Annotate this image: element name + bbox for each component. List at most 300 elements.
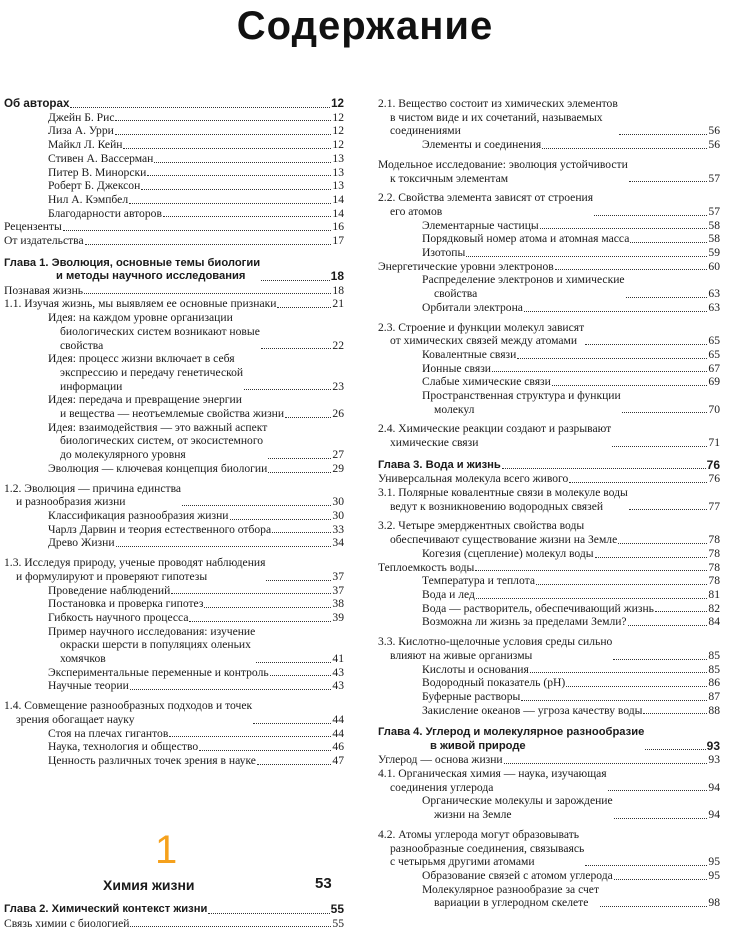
toc-entry[interactable]	[4, 124, 344, 138]
leader-dots	[630, 241, 707, 243]
toc-entry[interactable]	[378, 422, 720, 449]
leader-dots	[270, 674, 332, 676]
toc-entry-line: Эволюция — ключевая концепция биологии	[48, 461, 268, 475]
toc-page-number: 55	[332, 916, 344, 930]
toc-entry[interactable]	[378, 138, 720, 152]
toc-entry[interactable]	[378, 389, 720, 416]
toc-entry[interactable]	[4, 679, 344, 693]
toc-entry-line: Универсальная молекула всего живого	[378, 472, 569, 486]
toc-entry-line: биологических систем, от экосистемного	[60, 434, 264, 448]
toc-chapter-entry[interactable]	[378, 726, 720, 753]
toc-entry-title	[48, 193, 128, 207]
toc-entry-title	[378, 472, 568, 486]
toc-page-number: 65	[708, 347, 720, 361]
toc-entry-title	[48, 111, 114, 125]
toc-entry-line: Об авторах	[4, 97, 70, 110]
toc-entry-line: Пример научного исследования: изучение	[48, 624, 256, 638]
toc-entry-title	[4, 97, 69, 111]
toc-entry-line: Идея: передача и превращение энергии	[48, 393, 242, 407]
toc-entry[interactable]	[4, 584, 344, 598]
toc-page-number: 37	[332, 569, 344, 583]
toc-entry-title	[422, 676, 565, 690]
toc-entry[interactable]	[378, 486, 720, 513]
toc-entry-title	[422, 574, 535, 588]
toc-entry[interactable]	[4, 111, 344, 125]
toc-page-number: 13	[332, 151, 344, 165]
toc-page-number: 94	[708, 780, 720, 794]
toc-entry-line: Роберт Б. Джексон	[48, 179, 141, 193]
leader-dots	[629, 508, 708, 510]
toc-entry-title	[48, 597, 203, 611]
toc-entry[interactable]	[4, 699, 344, 726]
toc-entry-title	[422, 301, 523, 315]
toc-page-number: 57	[708, 171, 720, 185]
toc-entry[interactable]	[378, 869, 720, 883]
toc-page-number: 63	[708, 300, 720, 314]
toc-entry[interactable]	[378, 574, 720, 588]
toc-page-number: 56	[708, 124, 720, 138]
toc-chapter-entry[interactable]	[378, 459, 720, 473]
toc-entry-title	[422, 219, 539, 233]
toc-entry[interactable]	[4, 625, 344, 666]
leader-dots	[614, 878, 708, 880]
toc-entry-line: Элементы и соединения	[422, 138, 542, 152]
toc-entry[interactable]	[4, 421, 344, 462]
toc-entry-line: информации	[60, 379, 123, 393]
toc-entry-line: Наука, технология и общество	[48, 740, 199, 754]
toc-page-number: 58	[708, 218, 720, 232]
toc-page-number: 57	[708, 204, 720, 218]
toc-page-number: 95	[708, 868, 720, 882]
toc-entry[interactable]	[378, 301, 720, 315]
toc-entry-title	[378, 519, 617, 546]
toc-entry[interactable]	[4, 352, 344, 393]
toc-entry-title	[378, 260, 554, 274]
toc-page-number: 14	[332, 206, 344, 220]
toc-entry-title	[422, 883, 599, 910]
toc-entry-title	[48, 523, 271, 537]
toc-entry[interactable]	[378, 97, 720, 138]
leader-dots	[189, 620, 331, 622]
toc-entry-title	[422, 690, 520, 704]
toc-entry[interactable]	[4, 556, 344, 583]
toc-entry[interactable]	[378, 753, 720, 767]
toc-page-number: 29	[332, 461, 344, 475]
toc-entry-title	[48, 166, 146, 180]
toc-entry[interactable]	[4, 179, 344, 193]
toc-entry-line: биологических систем возникают новые	[60, 324, 260, 338]
toc-entry-line: 2.4. Химические реакции создают и разрывают	[378, 422, 612, 436]
leader-dots	[530, 671, 708, 673]
leader-dots	[123, 147, 331, 149]
toc-entry-line: Глава 2. Химический контекст жизни	[4, 903, 208, 915]
toc-entry[interactable]	[378, 663, 720, 677]
toc-entry-title	[4, 917, 129, 931]
toc-entry-line: Проведение наблюдений	[48, 583, 171, 597]
toc-entry-line: в чистом виде и их сочетаний, называемых	[390, 110, 603, 124]
toc-entry[interactable]	[378, 321, 720, 348]
toc-page-number: 16	[332, 220, 344, 234]
toc-page-number: 93	[708, 753, 720, 767]
toc-entry[interactable]	[378, 883, 720, 910]
toc-entry-title	[4, 234, 84, 248]
toc-entry-line: Элементарные частицы	[422, 218, 539, 232]
toc-entry-line: окраски шерсти в популяциях оленьих	[60, 638, 251, 652]
toc-entry[interactable]	[378, 260, 720, 274]
toc-entry-line: Рецензенты	[4, 220, 62, 234]
toc-page-number: 55	[330, 902, 344, 916]
leader-dots	[600, 905, 707, 907]
toc-entry-line: Закисление океанов — угроза качеству воды	[422, 703, 643, 717]
toc-entry-line: Температура и теплота	[422, 574, 535, 588]
toc-entry-title	[422, 246, 465, 260]
leader-dots	[643, 712, 707, 714]
toc-entry[interactable]	[4, 482, 344, 509]
leader-dots	[129, 202, 331, 204]
toc-entry[interactable]	[378, 676, 720, 690]
spacer	[4, 248, 344, 257]
toc-entry-line: Идея: на каждом уровне организации	[48, 311, 233, 325]
toc-entry-title	[48, 536, 115, 550]
leader-dots	[268, 457, 331, 459]
toc-entry[interactable]	[4, 284, 344, 298]
toc-entry-line: Майкл Л. Кейн	[48, 138, 123, 152]
toc-entry[interactable]	[4, 311, 344, 352]
toc-entry-title	[378, 726, 644, 753]
toc-entry[interactable]	[378, 704, 720, 718]
toc-entry-title	[48, 462, 267, 476]
toc-entry-line: Молекулярное разнообразие за счет	[422, 882, 600, 896]
leader-dots	[130, 925, 331, 927]
toc-page-number: 69	[708, 375, 720, 389]
toc-entry[interactable]	[378, 828, 720, 869]
toc-page-number: 43	[332, 679, 344, 693]
toc-entry-line: Вода — растворитель, обеспечивающий жизнь	[422, 601, 654, 615]
toc-entry-title	[48, 754, 256, 768]
leader-dots	[475, 569, 707, 571]
leader-dots	[70, 106, 330, 108]
toc-page-number: 78	[708, 546, 720, 560]
leader-dots	[628, 624, 708, 626]
leader-dots	[141, 188, 331, 190]
toc-entry[interactable]	[4, 523, 344, 537]
toc-entry-title	[48, 421, 267, 462]
toc-page-number: 30	[332, 508, 344, 522]
toc-page-number: 30	[332, 495, 344, 509]
toc-entry-title	[48, 611, 188, 625]
toc-page-number: 44	[332, 712, 344, 726]
leader-dots	[261, 347, 332, 349]
toc-entry-line: Чарлз Дарвин и теория естественного отбора	[48, 522, 272, 536]
toc-entry[interactable]	[4, 462, 344, 476]
toc-entry-title	[48, 679, 129, 693]
toc-entry[interactable]	[4, 207, 344, 221]
toc-entry[interactable]	[378, 588, 720, 602]
toc-entry[interactable]	[378, 246, 720, 260]
toc-entry[interactable]	[4, 152, 344, 166]
toc-entry-line: Стивен А. Вассерман	[48, 151, 154, 165]
leader-dots	[63, 229, 332, 231]
toc-page-number: 78	[708, 560, 720, 574]
toc-entry-line: 1.2. Эволюция — причина единства	[4, 481, 182, 495]
toc-entry-title	[378, 767, 607, 794]
toc-page-number: 77	[708, 499, 720, 513]
leader-dots	[626, 296, 708, 298]
toc-entry-line: Слабые химические связи	[422, 375, 551, 389]
toc-entry[interactable]	[4, 166, 344, 180]
toc-entry-title	[378, 97, 618, 138]
toc-entry-title	[48, 727, 168, 741]
toc-page-number: 37	[332, 583, 344, 597]
toc-page-number: 94	[708, 808, 720, 822]
toc-entry-line: 1.3. Исследуя природу, ученые проводят наблюдения	[4, 556, 266, 570]
toc-entry-line: Благодарности авторов	[48, 206, 162, 220]
toc-page-number: 22	[332, 338, 344, 352]
toc-entry-line: Пространственная структура и функции	[422, 389, 621, 403]
toc-page-number: 12	[331, 97, 344, 110]
leader-dots	[285, 416, 331, 418]
toc-entry-title	[48, 625, 255, 666]
toc-entry-title	[48, 666, 269, 680]
part-page-number: 53	[315, 875, 332, 892]
toc-entry[interactable]	[4, 97, 344, 111]
toc-entry-title	[378, 635, 612, 662]
toc-page-number: 86	[708, 676, 720, 690]
toc-entry-line: к токсичным элементам	[390, 171, 509, 185]
toc-entry-title	[422, 602, 654, 616]
toc-entry-line: Научные теории	[48, 679, 129, 693]
toc-page-number: 87	[708, 689, 720, 703]
leader-dots	[277, 306, 331, 308]
toc-entry-line: Образование связей с атомом углерода	[422, 868, 613, 882]
toc-entry-title	[422, 547, 594, 561]
toc-entry-title	[4, 257, 260, 284]
toc-page-number: 38	[332, 597, 344, 611]
toc-page-number: 65	[708, 334, 720, 348]
toc-entry-line: Порядковый номер атома и атомная масса	[422, 232, 630, 246]
toc-entry[interactable]	[4, 536, 344, 550]
leader-dots	[199, 749, 331, 751]
toc-entry[interactable]	[378, 375, 720, 389]
toc-entry-title	[48, 124, 114, 138]
toc-entry[interactable]	[4, 509, 344, 523]
toc-page-number: 13	[332, 179, 344, 193]
toc-entry-line: 1.1. Изучая жизнь, мы выявляем ее основные признаки	[4, 297, 277, 311]
toc-entry-line: Экспериментальные переменные и контроль	[48, 665, 269, 679]
leader-dots	[261, 279, 330, 281]
leader-dots	[116, 545, 332, 547]
leader-dots	[502, 467, 706, 469]
leader-dots	[629, 180, 708, 182]
leader-dots	[466, 255, 707, 257]
toc-entry-line: и вещества — неотъемлемые свойства жизни	[60, 407, 285, 421]
toc-entry[interactable]	[378, 767, 720, 794]
leader-dots	[147, 174, 331, 176]
toc-entry[interactable]	[378, 191, 720, 218]
toc-entry-line: и методы научного исследования	[56, 270, 246, 283]
toc-entry-title	[422, 232, 629, 246]
toc-entry-line: влияют на живые организмы	[390, 648, 533, 662]
toc-entry-title	[4, 903, 207, 917]
toc-entry-line: Древо Жизни	[48, 536, 115, 550]
toc-entry[interactable]	[378, 690, 720, 704]
toc-entry[interactable]	[378, 615, 720, 629]
leader-dots	[517, 357, 707, 359]
toc-entry-title	[422, 348, 516, 362]
toc-entry-line: Классификация разнообразия жизни	[48, 508, 229, 522]
toc-entry[interactable]	[378, 219, 720, 233]
leader-dots	[85, 243, 332, 245]
toc-entry-line: ведут к возникновению водородных связей	[390, 499, 604, 513]
leader-dots	[492, 370, 707, 372]
toc-page-number: 41	[332, 652, 344, 666]
toc-page-number: 14	[332, 192, 344, 206]
toc-entry-line: Углерод — основа жизни	[378, 753, 503, 767]
toc-page-number: 85	[708, 662, 720, 676]
leader-dots	[594, 214, 707, 216]
leader-dots	[566, 685, 707, 687]
toc-entry[interactable]	[4, 727, 344, 741]
toc-entry[interactable]	[4, 611, 344, 625]
toc-entry-title	[4, 284, 83, 298]
toc-entry[interactable]	[378, 602, 720, 616]
leader-dots	[542, 147, 707, 149]
spacer	[378, 717, 720, 726]
leader-dots	[115, 133, 332, 135]
leader-dots	[204, 606, 331, 608]
toc-entry-title	[422, 389, 621, 416]
toc-chapter-entry[interactable]	[4, 903, 344, 917]
toc-entry[interactable]	[378, 362, 720, 376]
toc-page-number: 12	[332, 138, 344, 152]
toc-page-number: 23	[332, 379, 344, 393]
toc-entry-line: Изотопы	[422, 246, 466, 260]
toc-entry-line: 3.2. Четыре эмерджентных свойства воды	[378, 519, 585, 533]
toc-entry-title	[422, 375, 551, 389]
leader-dots	[244, 388, 331, 390]
toc-entry-line: жизни на Земле	[434, 808, 512, 822]
toc-entry-title	[378, 459, 501, 473]
toc-entry[interactable]	[4, 666, 344, 680]
toc-entry-title	[422, 615, 627, 629]
toc-entry-title	[422, 869, 613, 883]
toc-entry-title	[422, 273, 625, 300]
toc-entry-title	[422, 362, 491, 376]
toc-entry-line: 1.4. Совмещение разнообразных подходов и точек	[4, 699, 253, 713]
toc-entry[interactable]	[4, 740, 344, 754]
toc-page-number: 43	[332, 665, 344, 679]
leader-dots	[655, 610, 707, 612]
toc-entry-line: свойства	[60, 338, 104, 352]
toc-page-number: 21	[332, 297, 344, 311]
toc-entry[interactable]	[378, 519, 720, 546]
toc-entry[interactable]	[378, 158, 720, 185]
toc-entry[interactable]	[378, 635, 720, 662]
toc-entry-title	[378, 753, 503, 767]
toc-entry-line: Орбитали электрона	[422, 300, 523, 314]
leader-dots	[84, 292, 331, 294]
toc-entry[interactable]	[378, 232, 720, 246]
toc-page-number: 82	[708, 601, 720, 615]
toc-entry[interactable]	[378, 561, 720, 575]
leader-dots	[169, 735, 331, 737]
leader-dots	[163, 215, 331, 217]
toc-entry[interactable]	[378, 794, 720, 821]
toc-page-number: 76	[708, 472, 720, 486]
toc-entry[interactable]	[4, 754, 344, 768]
part-title: Химия жизни	[103, 877, 195, 893]
toc-entry-line: 4.1. Органическая химия — наука, изучающая	[378, 767, 607, 781]
leader-dots	[130, 688, 332, 690]
toc-entry-line: хомячков	[60, 652, 106, 666]
leader-dots	[552, 384, 708, 386]
leader-dots	[476, 597, 707, 599]
toc-entry-line: 2.2. Свойства элемента зависят от строения	[378, 191, 594, 205]
toc-page-number: 33	[332, 522, 344, 536]
leader-dots	[115, 119, 331, 121]
toc-entry[interactable]	[4, 597, 344, 611]
leader-dots	[504, 762, 708, 764]
leader-dots	[608, 789, 708, 791]
toc-chapter-entry[interactable]	[4, 257, 344, 284]
toc-entry-title	[4, 220, 62, 234]
leader-dots	[569, 481, 707, 483]
toc-entry-title	[48, 138, 122, 152]
toc-entry[interactable]	[4, 297, 344, 311]
leader-dots	[612, 445, 707, 447]
toc-page-number: 17	[332, 234, 344, 248]
toc-entry[interactable]	[378, 472, 720, 486]
toc-entry[interactable]	[4, 917, 344, 931]
toc-entry-title	[48, 740, 198, 754]
toc-entry-title	[378, 828, 584, 869]
leader-dots	[614, 817, 708, 819]
toc-entry-line: Лиза А. Урри	[48, 124, 114, 138]
toc-entry-line: Глава 3. Вода и жизнь	[378, 458, 501, 471]
leader-dots	[253, 722, 331, 724]
toc-entry-line: Глава 1. Эволюция, основные темы биологии	[4, 256, 261, 269]
toc-entry-line: и формулируют и проверяют гипотезы	[16, 569, 208, 583]
toc-entry-line: Буферные растворы	[422, 689, 521, 703]
toc-entry-line: его атомов	[390, 204, 443, 218]
toc-entry-line: Органические молекулы и зарождение	[422, 794, 613, 808]
toc-entry[interactable]	[4, 193, 344, 207]
toc-entry-line: Связь химии с биологией	[4, 916, 130, 930]
toc-page-number: 84	[708, 615, 720, 629]
toc-entry-title	[48, 584, 170, 598]
toc-entry-line: 3.3. Кислотно-щелочные условия среды сильно	[378, 635, 613, 649]
leader-dots	[613, 658, 707, 660]
toc-entry-title	[378, 486, 628, 513]
toc-entry-line: 3.1. Полярные ковалентные связи в молекуле воды	[378, 486, 628, 500]
toc-entry[interactable]	[378, 547, 720, 561]
toc-entry-title	[422, 794, 613, 821]
toc-entry[interactable]	[4, 220, 344, 234]
toc-entry-line: Ионные связи	[422, 361, 491, 375]
toc-entry[interactable]	[378, 348, 720, 362]
toc-entry[interactable]	[4, 138, 344, 152]
toc-page-number: 27	[332, 448, 344, 462]
toc-entry[interactable]	[4, 393, 344, 420]
toc-entry[interactable]	[378, 273, 720, 300]
toc-entry[interactable]	[4, 234, 344, 248]
toc-column-right	[378, 97, 720, 910]
toc-entry-line: Возможна ли жизнь за пределами Земли?	[422, 615, 627, 629]
toc-entry-line: Теплоемкость воды	[378, 560, 475, 574]
leader-dots	[268, 471, 331, 473]
toc-page-number: 56	[708, 138, 720, 152]
leader-dots	[272, 531, 331, 533]
